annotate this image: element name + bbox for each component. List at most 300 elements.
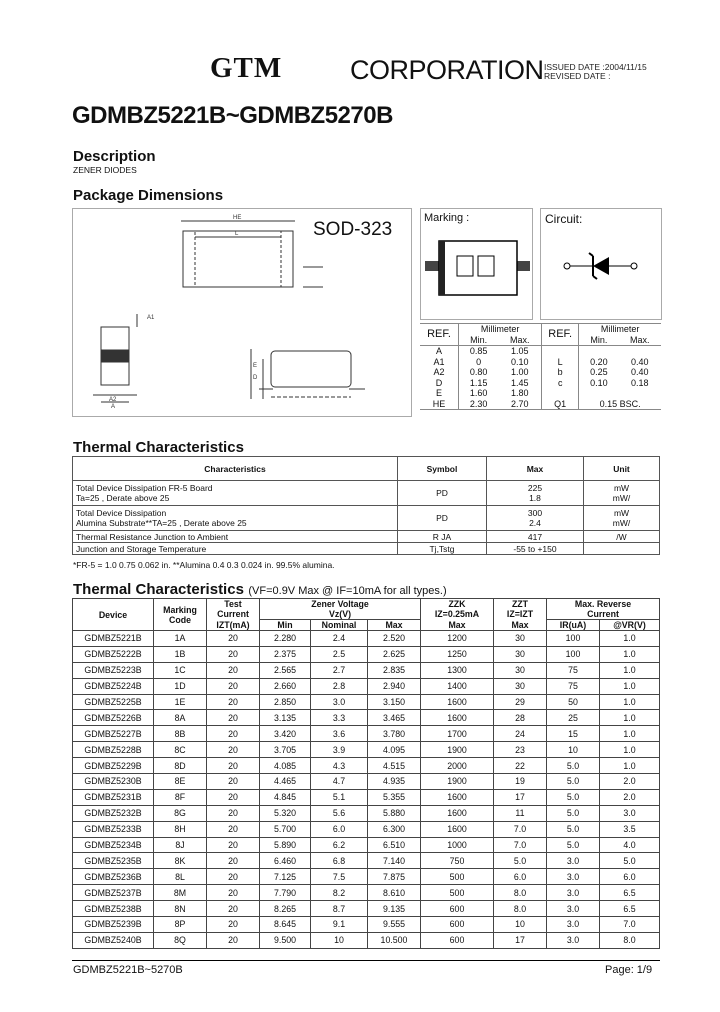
eh-zzt-2: IZ=IZT: [506, 609, 534, 620]
dimension-cell-ref2: L: [542, 357, 579, 368]
cell-test-current: 20: [207, 853, 260, 869]
cell-test-current: 20: [207, 869, 260, 885]
thermal-max: [487, 506, 584, 531]
thermal-unit-line: mW/: [612, 518, 631, 528]
thermal-characteristic-line: Thermal Resistance Junction to Ambient: [76, 531, 229, 542]
cell-device: GDMBZ5234B: [73, 837, 154, 853]
dimension-cell-max1: 1.45: [510, 377, 529, 388]
device-row: [73, 742, 660, 758]
cell-ir: 5.0: [547, 837, 600, 853]
th-unit: Unit: [584, 457, 660, 481]
dimension-cell-ref1: A1: [433, 356, 445, 367]
issue-info: [544, 63, 647, 81]
eh-zener-2: Vz(V): [329, 609, 351, 619]
thermal-characteristic: [73, 543, 398, 555]
thermal-table: [72, 456, 660, 555]
ref-header-2: REF.: [542, 324, 579, 346]
th-max: Max: [487, 457, 584, 481]
cell-zzk: 1700: [421, 726, 494, 742]
cell-ir: 5.0: [547, 789, 600, 805]
cell-ir: 3.0: [547, 869, 600, 885]
cell-device: GDMBZ5230B: [73, 774, 154, 790]
thermal-characteristic-line: Total Device Dissipation FR-5 Board: [76, 483, 213, 493]
dimension-row: [420, 357, 661, 368]
cell-zzt: 23: [494, 742, 547, 758]
cell-vz-nominal: 3.6: [311, 726, 368, 742]
cell-vz-min: 5.320: [260, 805, 311, 821]
cell-marking-code: 8K: [154, 853, 207, 869]
issued-date: ISSUED DATE :2004/11/15: [544, 62, 647, 72]
min-header-2: Min.: [579, 335, 619, 346]
cell-vz-min: 5.700: [260, 821, 311, 837]
cell-vr: 2.0: [600, 789, 660, 805]
cell-vz-nominal: 2.4: [311, 631, 368, 647]
eh-marking-2: Code: [169, 614, 191, 625]
cell-zzt: 8.0: [494, 885, 547, 901]
dimension-row: [420, 378, 661, 389]
dimension-cell-ref1: HE: [432, 398, 446, 409]
thermal-symbol-line: R JA: [432, 531, 452, 542]
dimension-row: [420, 399, 661, 410]
dimension-cell-ref2: b: [542, 367, 579, 378]
cell-vz-max: 6.300: [368, 821, 421, 837]
cell-vz-max: 3.150: [368, 694, 421, 710]
cell-zzk: 1600: [421, 694, 494, 710]
cell-vz-nominal: 6.0: [311, 821, 368, 837]
thermal-unit-line: /W: [616, 531, 627, 542]
cell-test-current: 20: [207, 726, 260, 742]
cell-vz-nominal: 3.3: [311, 710, 368, 726]
thermal-max-line: 300: [527, 508, 543, 518]
cell-marking-code: 8H: [154, 821, 207, 837]
cell-vz-min: 7.125: [260, 869, 311, 885]
device-row: [73, 789, 660, 805]
cell-ir: 25: [547, 710, 600, 726]
cell-vz-nominal: 9.1: [311, 917, 368, 933]
thermal-characteristic-line: Alumina Substrate**TA=25 , Derate above 25: [76, 518, 247, 528]
cell-device: GDMBZ5237B: [73, 885, 154, 901]
cell-zzk: 1900: [421, 742, 494, 758]
cell-zzk: 1000: [421, 837, 494, 853]
electrical-subheading: (VF=0.9V Max @ IF=10mA for all types.): [248, 585, 447, 597]
dimension-cell-min2: 0.20: [579, 357, 619, 368]
cell-zzk: 1250: [421, 646, 494, 662]
cell-vr: 8.0: [600, 932, 660, 948]
cell-zzk: 1600: [421, 805, 494, 821]
cell-vr: 1.0: [600, 678, 660, 694]
eh-min: Min: [260, 620, 311, 631]
cell-marking-code: 8A: [154, 710, 207, 726]
dimension-cell-ref1: A: [435, 346, 442, 356]
eh-marking-1: Marking: [163, 604, 197, 615]
cell-vz-min: 8.645: [260, 917, 311, 933]
thermal-symbol-line: Tj,Tstg: [429, 543, 455, 554]
device-row: [73, 662, 660, 678]
thermal-symbol: [398, 481, 487, 506]
eh-zzt-1: ZZT: [511, 599, 529, 610]
cell-vz-nominal: 6.2: [311, 837, 368, 853]
cell-marking-code: 8G: [154, 805, 207, 821]
dimension-cell-min1: 0.85: [459, 346, 499, 357]
dimension-cell-min1: 2.30: [459, 399, 499, 410]
eh-reverse-1: Max. Reverse: [574, 599, 632, 609]
cell-vz-min: 3.420: [260, 726, 311, 742]
cell-device: GDMBZ5228B: [73, 742, 154, 758]
cell-vz-nominal: 8.2: [311, 885, 368, 901]
revised-date: REVISED DATE :: [544, 71, 611, 81]
cell-device: GDMBZ5240B: [73, 932, 154, 948]
eh-test-2: Current: [217, 609, 249, 620]
cell-ir: 75: [547, 662, 600, 678]
cell-zzk: 1600: [421, 789, 494, 805]
eh-max: Max: [368, 620, 421, 631]
thermal-characteristic-line: Total Device Dissipation: [76, 508, 167, 518]
cell-ir: 50: [547, 694, 600, 710]
cell-vr: 6.5: [600, 885, 660, 901]
thermal-unit: [584, 543, 660, 555]
cell-zzk: 2000: [421, 758, 494, 774]
thermal-row: [73, 531, 660, 543]
cell-vz-max: 4.095: [368, 742, 421, 758]
cell-vz-max: 2.835: [368, 662, 421, 678]
thermal-heading: Thermal Characteristics: [73, 439, 244, 456]
cell-vz-nominal: 2.7: [311, 662, 368, 678]
cell-marking-code: 1D: [154, 678, 207, 694]
eh-test: [207, 599, 260, 620]
cell-test-current: 20: [207, 694, 260, 710]
dimension-cell-min1: 0.80: [459, 367, 499, 378]
cell-ir: 5.0: [547, 805, 600, 821]
cell-device: GDMBZ5229B: [73, 758, 154, 774]
dimension-cell-max2: 0.18: [630, 377, 649, 388]
cell-marking-code: 8M: [154, 885, 207, 901]
eh-reverse-2: Current: [587, 609, 619, 619]
cell-zzk: 600: [421, 917, 494, 933]
cell-vz-min: 2.280: [260, 631, 311, 647]
cell-device: GDMBZ5221B: [73, 631, 154, 647]
device-row: [73, 646, 660, 662]
cell-vr: 5.0: [600, 853, 660, 869]
cell-test-current: 20: [207, 837, 260, 853]
cell-ir: 3.0: [547, 885, 600, 901]
cell-device: GDMBZ5227B: [73, 726, 154, 742]
cell-device: GDMBZ5233B: [73, 821, 154, 837]
cell-vz-min: 2.565: [260, 662, 311, 678]
footer-right: Page: 1/9: [605, 964, 653, 976]
thermal-characteristic: [73, 481, 398, 506]
cell-zzk: 750: [421, 853, 494, 869]
thermal-characteristic: [73, 531, 398, 543]
cell-test-current: 20: [207, 646, 260, 662]
eh-test-1: Test: [224, 599, 242, 610]
circuit-label: Circuit:: [545, 212, 583, 226]
cell-zzt: 30: [494, 631, 547, 647]
dimension-cell-max2: 0.40: [630, 367, 649, 377]
description-text: ZENER DIODES: [73, 165, 137, 175]
thermal-symbol: [398, 506, 487, 531]
th-symbol: Symbol: [398, 457, 487, 481]
cell-vz-max: 3.780: [368, 726, 421, 742]
eh-zzk: [421, 599, 494, 620]
cell-test-current: 20: [207, 678, 260, 694]
cell-zzt: 17: [494, 789, 547, 805]
device-row: [73, 631, 660, 647]
marking-drawing: [421, 209, 532, 319]
max-header-2: Max.: [629, 334, 650, 345]
cell-vz-max: 4.515: [368, 758, 421, 774]
dimension-cell-ref2: Q1: [542, 399, 579, 410]
package-type: SOD-323: [313, 219, 393, 240]
device-row: [73, 805, 660, 821]
cell-vz-min: 3.705: [260, 742, 311, 758]
label-a2: A2: [109, 397, 117, 403]
cell-device: GDMBZ5232B: [73, 805, 154, 821]
cell-vz-nominal: 2.8: [311, 678, 368, 694]
dimension-cell-max1: 1.80: [510, 388, 529, 398]
dimension-cell-max2: 0.40: [630, 356, 649, 367]
min-header-1: Min.: [459, 335, 499, 346]
cell-vr: 1.0: [600, 758, 660, 774]
footer-divider: [72, 960, 660, 961]
label-d: D: [253, 375, 258, 381]
cell-ir: 100: [547, 631, 600, 647]
cell-test-current: 20: [207, 758, 260, 774]
dimension-row: [420, 346, 661, 357]
cell-test-current: 20: [207, 774, 260, 790]
cell-vr: 3.5: [600, 821, 660, 837]
thermal-unit: [584, 531, 660, 543]
thermal-characteristic: [73, 506, 398, 531]
dimension-cell-max1: 2.70: [510, 398, 529, 409]
eh-marking: [154, 599, 207, 631]
thermal-unit: [584, 481, 660, 506]
cell-device: GDMBZ5231B: [73, 789, 154, 805]
cell-marking-code: 8J: [154, 837, 207, 853]
cell-vr: 1.0: [600, 646, 660, 662]
cell-vr: 2.0: [600, 774, 660, 790]
thermal-max: [487, 531, 584, 543]
cell-zzt: 10: [494, 917, 547, 933]
cell-zzt: 24: [494, 726, 547, 742]
thermal-max-line: 2.4: [529, 518, 541, 528]
dimension-cell-min1: 1.15: [459, 378, 499, 389]
eh-reverse: [547, 599, 660, 620]
page-title: GDMBZ5221B~GDMBZ5270B: [72, 102, 393, 129]
cell-marking-code: 8B: [154, 726, 207, 742]
cell-test-current: 20: [207, 805, 260, 821]
cell-vz-max: 4.935: [368, 774, 421, 790]
cell-vz-min: 2.660: [260, 678, 311, 694]
thermal-unit-line: mW: [613, 508, 630, 518]
cell-ir: 3.0: [547, 901, 600, 917]
cell-zzk: 1300: [421, 662, 494, 678]
cell-zzk: 500: [421, 885, 494, 901]
cell-zzt: 8.0: [494, 901, 547, 917]
cell-device: GDMBZ5225B: [73, 694, 154, 710]
cell-marking-code: 1C: [154, 662, 207, 678]
thermal-row: [73, 543, 660, 555]
cell-zzt: 29: [494, 694, 547, 710]
thermal-unit-line: mW: [613, 483, 630, 493]
device-row: [73, 837, 660, 853]
cell-marking-code: 8D: [154, 758, 207, 774]
thermal-unit-line: mW/: [612, 493, 631, 503]
cell-vz-nominal: 6.8: [311, 853, 368, 869]
cell-vz-nominal: 2.5: [311, 646, 368, 662]
cell-zzk: 1400: [421, 678, 494, 694]
cell-vz-max: 5.355: [368, 789, 421, 805]
cell-vz-min: 2.850: [260, 694, 311, 710]
cell-test-current: 20: [207, 901, 260, 917]
eh-nominal: Nominal: [311, 620, 368, 631]
dimensions-table: [420, 323, 661, 410]
dimension-cell-min2: [579, 346, 619, 357]
device-row: [73, 774, 660, 790]
thermal-row: [73, 506, 660, 531]
dimension-cell-max1: 1.05: [510, 346, 529, 356]
cell-zzt: 30: [494, 678, 547, 694]
cell-vr: 1.0: [600, 631, 660, 647]
dimension-cell-min2: 0.15 BSC.: [579, 399, 661, 410]
company-logo: GTM: [210, 52, 283, 84]
device-row: [73, 758, 660, 774]
eh-ir: IR(uA): [547, 620, 600, 631]
eh-izt: IZT(mA): [207, 620, 260, 631]
cell-vr: 6.0: [600, 869, 660, 885]
thermal-max-line: 1.8: [529, 493, 541, 503]
cell-device: GDMBZ5238B: [73, 901, 154, 917]
dimension-cell-ref2: [542, 388, 579, 399]
circuit-box: [540, 208, 662, 320]
label-a: A: [111, 404, 116, 410]
cell-marking-code: 8E: [154, 774, 207, 790]
unit-header-2: Millimeter: [579, 324, 661, 335]
dimension-row: [420, 367, 661, 378]
thermal-symbol-line: PD: [436, 488, 448, 498]
corporation-label: CORPORATION: [350, 55, 544, 85]
cell-ir: 15: [547, 726, 600, 742]
thermal-symbol: [398, 531, 487, 543]
device-row: [73, 678, 660, 694]
cell-vz-min: 6.460: [260, 853, 311, 869]
cell-vz-nominal: 3.9: [311, 742, 368, 758]
cell-ir: 3.0: [547, 917, 600, 933]
cell-test-current: 20: [207, 662, 260, 678]
th-characteristics: Characteristics: [73, 457, 398, 481]
cell-test-current: 20: [207, 631, 260, 647]
thermal-characteristic-line: Ta=25 , Derate above 25: [76, 493, 170, 503]
eh-zzk-max: Max: [421, 620, 494, 631]
cell-marking-code: 1E: [154, 694, 207, 710]
device-row: [73, 901, 660, 917]
cell-vz-min: 9.500: [260, 932, 311, 948]
eh-zzt-max: Max: [494, 620, 547, 631]
cell-marking-code: 8C: [154, 742, 207, 758]
cell-zzt: 17: [494, 932, 547, 948]
cell-vz-max: 2.625: [368, 646, 421, 662]
cell-zzt: 7.0: [494, 821, 547, 837]
cell-vr: 1.0: [600, 710, 660, 726]
cell-marking-code: 1A: [154, 631, 207, 647]
cell-vz-nominal: 4.7: [311, 774, 368, 790]
thermal-max: [487, 481, 584, 506]
dimension-row: [420, 388, 661, 399]
cell-marking-code: 8F: [154, 789, 207, 805]
thermal-footnote: *FR-5 = 1.0 0.75 0.062 in. **Alumina 0.4 0.3 0.024 in. 99.5% alumina.: [73, 560, 335, 570]
cell-vz-max: 7.140: [368, 853, 421, 869]
cell-ir: 100: [547, 646, 600, 662]
cell-vz-nominal: 5.6: [311, 805, 368, 821]
cell-test-current: 20: [207, 742, 260, 758]
dimension-cell-min1: 0: [459, 357, 499, 368]
cell-vz-max: 9.135: [368, 901, 421, 917]
thermal-max-line: 417: [527, 531, 543, 542]
cell-test-current: 20: [207, 789, 260, 805]
cell-zzk: 1200: [421, 631, 494, 647]
dimension-cell-min2: [579, 388, 619, 399]
zener-symbol-icon: [541, 209, 661, 319]
cell-zzt: 30: [494, 662, 547, 678]
cell-vz-nominal: 8.7: [311, 901, 368, 917]
dimension-cell-min2: 0.25: [579, 367, 619, 378]
cell-zzt: 28: [494, 710, 547, 726]
cell-vr: 1.0: [600, 694, 660, 710]
cell-marking-code: 8Q: [154, 932, 207, 948]
cell-zzt: 30: [494, 646, 547, 662]
cell-zzt: 22: [494, 758, 547, 774]
cell-vr: 1.0: [600, 726, 660, 742]
cell-marking-code: 8P: [154, 917, 207, 933]
cell-vz-min: 3.135: [260, 710, 311, 726]
dimension-cell-min1: 1.60: [459, 388, 499, 399]
device-row: [73, 726, 660, 742]
eh-zener-1: Zener Voltage: [311, 599, 369, 609]
cell-vz-max: 2.940: [368, 678, 421, 694]
thermal-row: [73, 481, 660, 506]
cell-zzt: 19: [494, 774, 547, 790]
cell-zzk: 600: [421, 932, 494, 948]
cell-vz-max: 3.465: [368, 710, 421, 726]
device-row: [73, 821, 660, 837]
cell-vr: 3.0: [600, 805, 660, 821]
thermal-max-line: 225: [527, 483, 543, 493]
eh-device: Device: [73, 599, 154, 631]
ref-header-1: REF.: [427, 328, 451, 341]
cell-ir: 75: [547, 678, 600, 694]
cell-zzk: 1600: [421, 710, 494, 726]
cell-zzk: 500: [421, 869, 494, 885]
cell-marking-code: 1B: [154, 646, 207, 662]
dimension-cell-ref1: A2: [433, 367, 445, 377]
dimension-cell-ref2: [542, 346, 579, 357]
dimension-cell-max1: 0.10: [510, 356, 529, 367]
electrical-heading: Thermal Characteristics: [73, 581, 244, 598]
cell-vr: 4.0: [600, 837, 660, 853]
cell-vz-nominal: 5.1: [311, 789, 368, 805]
cell-vr: 1.0: [600, 662, 660, 678]
cell-vz-min: 4.845: [260, 789, 311, 805]
cell-vz-nominal: 4.3: [311, 758, 368, 774]
cell-ir: 5.0: [547, 774, 600, 790]
cell-device: GDMBZ5236B: [73, 869, 154, 885]
cell-test-current: 20: [207, 821, 260, 837]
cell-vz-min: 7.790: [260, 885, 311, 901]
electrical-table: [72, 598, 660, 949]
electrical-heading-row: [73, 581, 447, 599]
cell-device: GDMBZ5222B: [73, 646, 154, 662]
cell-device: GDMBZ5223B: [73, 662, 154, 678]
marking-label: Marking :: [424, 212, 470, 224]
